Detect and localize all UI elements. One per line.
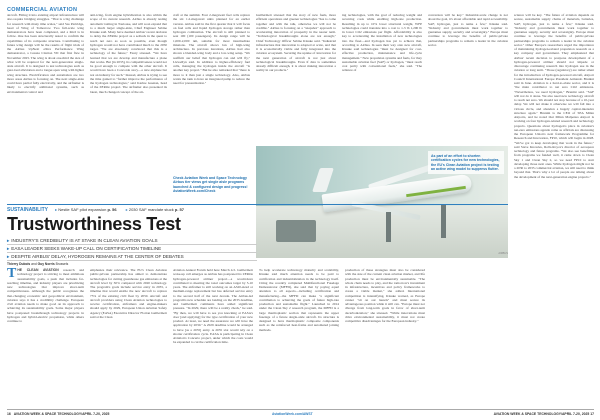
byline: Thierry Dubois and Guy Norris Brussels [7,262,69,266]
article-column-5: ing technologies, with the goal of reducing weight and recurring costs while enabling high-rate production. Resulting in up to 10% lower structural weight, WFP technologies could translate into a cost to 1-3 lb 1,200 lb in lower CO2 emissions per flight. Affordability is also key to accelerating the installation of new technologies into the fleet—and hydrogen has yet to achieve that, according to Airbus. In seen their way onto new aircraft, Klauke said technologies "must be designed for cost-effective production, maintenance and life-cycle management." New propulsion systems and fuels, for they sustainable aviation fuel (SAF) or hydrogen, "must reach cost parity with conventional fuels," she said. "The reliance of [342,13,422,73]
article-column-3: craft at the summit. Four 2-megawatt fuel cells replace the six 1.2-megawatt units planned for an earlier version. Airbus said in the first quarter that it will focus on fuel cells and liquid hydrogen storage rather than hydrogen combustion. The aircraft is still planned to seat 100 (100 passengers). Its design range will be 1,000-2,000 nm, suitable for most intermediate missions. The aircraft shows lots of high-wing architecture. In previous iterations, Airbus had also shown a blended-wing body and a low-wing setup. "We reaffirm our belief that hydrogen can and will fly," Llewellyn said. In addition to higher-efficiency fuel cells, managing the hydrogen inside the aircraft "is another key project." But he also remarked that "there is more to it than just a single technology. Also, Airbus wants the tank to have an integrated pump to reduce the need for pressurization." [173,13,250,85]
article-column-4: Guillermeir stressed that the story of new fuels, more efficient operations and greener technologies "has to come together and with the talk, otherwise we will not be credible." Airbus is focusing on a "snapshot" approach to accelerating innovation of prosperity in the nearer term. "Technological breakthroughs alone are not enough," Chief Technology Officer Sabine Klauke said. "Industrial infrastructure that innovation is adopted at scale, and that it is economically viable and fully integrated into the aviation ecosystem. Securing the uptake of innovation for the next generation of aircraft is not just about technological breakthroughs. Even if data is sometimes already difficult enough, it is about making innovation a reality in our products." [256,13,336,73]
photo-caption: As part of an effort to shorten certification cycles for new technologies, the EU's Clean Aviation project is testing an active wing model to suppress flutter. [428,151,504,174]
bullet-item: ▸ INDUSTRY'S CREDIBILITY IS AT STAKE IN CLEAN AVIATION GOALS [7,237,257,245]
article-column-1: aircraft. Fitting it into existing airport infrastructure will also require bridging struggles. "That is a big challenge for research with many time scales," said Sas Partridge, head of Wing of Tomorrow. Two full-scale wing demonstrators have been completed, and a third is in follow. One has been structurally tested to confirm the capabilities of its composite structure. Contributing to future wing design will be the results of flight trials of the Airbus UpNext eXtra Performance Wing demonstrator, a Cessna Citation VII that first flew in November 2025. The wing is about one-third the size of what will be required for the next-generation single-aisle aircraft. It is designed to test technologies such as gust-load alleviation and a longer-span wing with lighter wing structure. Electrification and automation are two more areas Airbus is focusing on. The next single-aisle could have partial fully electrically, and the airframer is likely to electrify additional systems, such as environmental control and [7,13,84,94]
article-column-7: science will be key. "The future of aviation depends on secure, sustainable supply chains of materials, batteries, SAF, hydrogen, just to name a few," Klauke said. "Industry and governments must work together to guarantee supply, security and sovereignty. Europe must continue to leverage the benefits of public-private partnerships programs to remain a leader in the aviation sector." Other Europe's researchers urged the importance of maintaining hydrogen-related propulsion research as a key company and government. They emphasized that Airbus' recent decision to postpone development of a hydrogen-powered airliner should not impede or discourage continuing research into hydrogen use in the aviation or long term. "Those (regulatory) are rather silent for the introduction of hydrogen-powered aircraft, Airport Council International Europe President Armando Brunini said in June. Aviation is a hard-to-abate sector, and it is "the main contributor to net zero CO2 emissions. "Nevertheless, we need hydrogen," Brunini said. "SAF will not do it alone. We also need new technology aircraft to reach net zero. We should not stop because of a 10-year delay. We will not make it otherwise we will fall into a vicious circle, and abandon a hugely capital-intensive structure again." Brunini is the CEO of SEA Milan Airports, and he noted that Milan Malpensa Airport is working on four hydrogen-related research and technology projects. Questions about hydrogen's place in aviation's net-zero emissions agenda come as officials are discussing the European Union's next framework Programme for Research and Innovation, FP10, which will begin in 2028. "We've got to keep developing that work in the future," said Steve Knowles, Rolls-Royce's director of aerospace technology and future programs. "We also see benefiting from programs we funded well, it came down to Clean Sky 1 and Clean Sky 2, so we need FP10 to start developing those next ones. While hydrogen might not be a 2030 to 2035 commercial aviation, we still need to think beyond that. That's why a lot of people are talking about the development of the next-generation engine projects." [514,13,594,179]
drop-cap: T [7,268,17,281]
photo-credit: AIRBUS [498,252,508,255]
related-link[interactable]: ▸ 2030 SAF mandate stuck p. 57 [125,207,185,212]
bullet-item: ▸ EASA LEADER SEEKS WAKE-UP CALL ON CERTIFICATION TIMELINE [7,245,257,253]
arrow-icon: ▸ [7,237,10,243]
arrow-icon: ▸ [7,253,10,259]
model-stand [386,212,391,242]
related-link[interactable]: ▸ Nestle SAF pilot expansion p. 56 [55,207,117,212]
article-body-column-3: Aviation Annual Forum held here March 4-5. Guillermeir woke-up call emerges as Airbus has postponed its ZEROe hydrogen-powered airliner project—a would-have contributed to meeting the tonal outcomes target by 5-10 years. The airframer is still working on an A320-sized or medium-range replacement but has deferred service entry to the second half of the next decade. The Airbus-led program's new schedule are landing on the 2035 deadline, and Guillermeir comments have added significant pressure. "In 2029, there will be a reality check," he said. "By then, we will have to see you knocking at EASA's door [and applying] for the type certification of your new product. At least, we need the assurance we will have the application by 2030." A 2029 deadline would be arranged to have [as a 2035] entry. A 2035 slot would rely on a shorter certification cycle. EASA is participating in Clean Aviation's Concerto project, under which the costs would be expanded to cut the certification time. [173,268,253,345]
article-body-column-5: production of these strategies must also be considered with the size of the current clean aviation market, and life production must be environmentally sustainable. "The whole chain needs to play, and the tomorrow's investment in infrastructure, incentives and policy frameworks to create a viable market," she added. International competition is intensifying, Klauke warned, as Europe cannot "sit on our laurels" and must secure its advantageous position while it still can. "Europe must not diverge from long-term goals in favor of short-term decarbonization," she stressed. "While innovations must drive environmental sustainability, it must not create competitive disadvantages for the European industry." [345,268,425,323]
article-column-6: conversion will be key." Industrial-scale change is not about the goal, it's about affordable and rapid accessibility. SAF, hydrogen, just to name a few," Klauke said. "Industry and governments must work together to guarantee supply, security and sovereignty." Europe must continue to leverage the benefits of public-private partnerships programs to remain a leader in the aviation sector. [428,13,508,47]
publication-line-left: AVIATION WEEK & SPACE TECHNOLOGY/APRIL 7-20, 2025 [13,412,110,416]
article-body-column-1: THE CLEAN AVIATION research and technology project is striving to meet ambitious sustainability goals, a push that includes far-reaching timeline, and industry players are prioritizing new technologies that improve short-term competitiveness. Although the public recognizes the that-changing economic and geopolitical environment, aviation says it has a credibility challenge. European civil aviation needs to make good on its approach to achieving its sustainability goals. Some major players have postponed breakthrough technology projects in hydrogen and hybrid-electric propulsion, while others continue to [7,268,84,323]
section-divider [7,204,508,205]
article-body-column-4: To help accelerate technology maturity and scalability, Klauke said much attention needs to be paid to certification and industrialization in the technology itself. Citing the recently completed Multifunctional Fuselage Demonstrator (MFFD), she said that by paying equal attention to all aspects—including certification and manufacturing—the MFFD can make "a significant contribution to achieving the goals of future high-rate production and sustainable flight." Launched in 2014 under the Clean Sky 2 research program, the MFFD is a large thermoplastic section that represents the upper fuselage of a future single-aisle aircraft. Its structure is designed to have thermoplastic composite components such as the reinforced heat-frame and automated joining methods. [259,268,339,332]
page-number-left: 16 [7,412,11,416]
page-number-right: 17 [590,412,594,416]
article-column-2: anti-icing, from engine hybridization is also within the scope of its current research. Airbus is already testing automatic taxiing in Toulouse, and will soon expand that to a much larger single-aisle, Chief Engineer Sabine Klauke said. Many have deemed Airbus' recent decision to delay the ZEROe project as a setback in the quest to reach net zero as soon as possible, even though hydrogen would not have contributed much to the 2050 target. "We are absolutely convinced that this is a technology of the future," Faury stressed. "We have learned that we are develop and manufacture a plane that works. But [in 2035], its competitiveness would not be good enough to compete with the other aircraft. It would have been a Concorde story—a nice airplane but not an industry for such." Instead, Airbus is trying to see the time gained to "further improve the performance of the hydrogen technologies," said Karine Guenan, head of the ZEROe project. The airframer also presented its latest, much changed concept of the air- [90,13,167,94]
sustainability-label: SUSTAINABILITY [7,207,49,213]
publication-url[interactable]: AviationWeek.com/AWST [272,412,313,416]
section-label: COMMERCIAL AVIATION [7,7,78,13]
article-body-column-2: emphasize their relevance. The EU's Clean Aviation public-private partnership has aimed to demonstrate technologies for cutting greenhouse gas emissions at the aircraft level by 30% compared with 2020 technology. The program's goals include service entry in 2035, a timeline that would enable the new aircraft to replace 75% of the existing civil fleet by 2050. Aircraft and aircraft providers using Clean Aviation technologies to receive certification, airframers and engine-makers should apply by 2029, European Union Aviation Safety Agency (EASA) Executive Director Florian Guillermeir said at the Clean [90,268,167,319]
publication-line-right: AVIATION WEEK & SPACE TECHNOLOGY/APRIL 7-20, 2025 [493,412,590,416]
footer-right [494,411,594,418]
bullet-list [7,237,257,261]
pull-quote[interactable]: Check Aviation Week and Space Technology Airbus tier views get single aisle programs launched & configured design and progress! AviationWeek.com/Check [173,176,248,193]
footer-divider [7,409,594,410]
bullet-item: ▸ DESPITE AIRBUS' DELAY, HYDROGEN REMAINS AT THE CENTER OF DEBATES [7,253,257,261]
page-footer [7,411,594,418]
arrow-icon: ▸ [7,245,10,251]
headline: Trustworthiness Test [7,214,181,234]
equipment-cart [276,220,316,242]
sustainability-bar [7,207,508,213]
